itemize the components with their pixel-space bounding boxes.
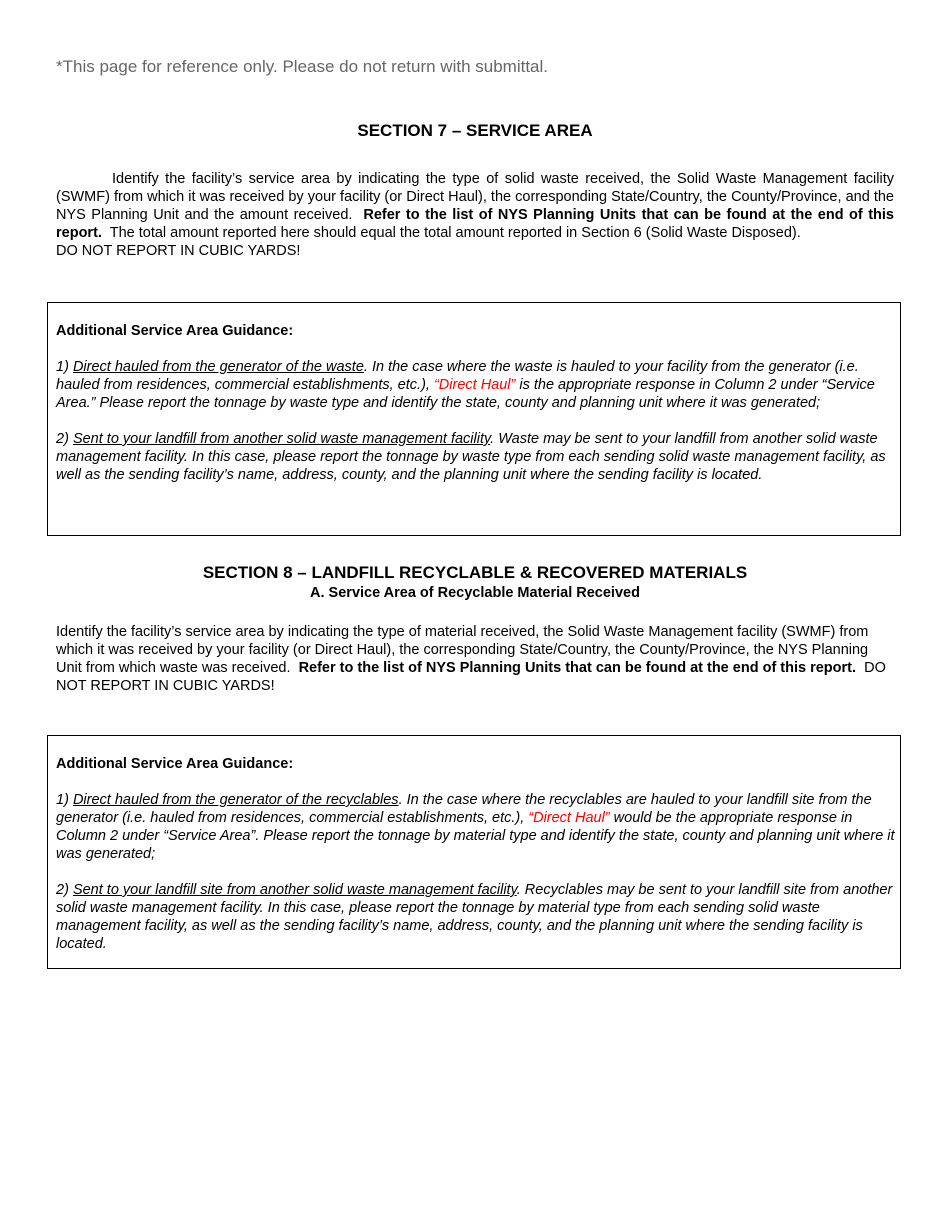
- section-8-text-part1: Identify the facility’s service area by indicating the type of material received, the Solid Waste Management facility (SWMF) from which it was received by your facility (or Direct Haul), the corresponding State/Country, the County/Province, the NYS Planning Unit from which waste was received.: [56, 624, 869, 676]
- guidance-item-underlined: Direct hauled from the generator of the recyclables: [72, 792, 399, 808]
- section-8-guidance-heading: Additional Service Area Guidance:: [56, 756, 294, 772]
- section-8-title: SECTION 8 – LANDFILL RECYCLABLE & RECOVERED MATERIALS: [202, 563, 748, 582]
- guidance-item-number: 2): [56, 882, 69, 898]
- guidance-item-text-b: is the appropriate response in Column 2 under “Service Area.” Please report the tonnage by waste type and identify the state, county and planning unit where it was generated;: [56, 377, 875, 411]
- guidance-item-number: 2): [56, 431, 69, 447]
- reference-note: *This page for reference only. Please do not return with submittal.: [56, 57, 548, 76]
- section-8-guidance-box: [47, 735, 901, 969]
- guidance-item-text-b: would be the appropriate response in Column 2 under “Service Area”. Please report the tonnage by material type and identify the state, county and planning unit where it was generated;: [56, 810, 895, 862]
- section-7-guidance-heading: Additional Service Area Guidance:: [56, 323, 294, 339]
- section-8-paragraph: [56, 623, 894, 695]
- section-7-paragraph: [56, 170, 894, 260]
- guidance-item-text-a: . In the case where the recyclables are hauled to your landfill site from the generator (i.e. hauled from residences, commercial establishments, etc.),: [56, 792, 872, 826]
- section-7-planning-units-note: Refer to the list of NYS Planning Units that can be found at the end of this report.: [56, 207, 894, 241]
- guidance-item-number: 1): [56, 792, 69, 808]
- section-7-no-cubic-yards: DO NOT REPORT IN CUBIC YARDS!: [56, 243, 301, 259]
- section-8-subtitle: A. Service Area of Recyclable Material Received: [310, 585, 640, 601]
- section-8-no-cubic-yards: DO NOT REPORT IN CUBIC YARDS!: [56, 660, 886, 694]
- section-7-guidance-item-1: [56, 358, 896, 412]
- section-7-title: SECTION 7 – SERVICE AREA: [357, 121, 593, 140]
- guidance-item-underlined: Direct hauled from the generator of the waste: [72, 359, 364, 375]
- section-8-guidance-item-1: [56, 791, 896, 863]
- guidance-item-number: 1): [56, 359, 69, 375]
- guidance-item-underlined: Sent to your landfill site from another solid waste management facility: [72, 882, 517, 898]
- guidance-item-text: . Recyclables may be sent to your landfill site from another solid waste management facility. In this case, please report the tonnage by material type from each sending solid waste management facility, as well as the sending facility’s name, address, county, and the planning unit where the sending facility is located.: [56, 882, 893, 952]
- guidance-item-text: . Waste may be sent to your landfill from another solid waste management facility. In this case, please report the tonnage by waste type from each sending solid waste management facility, as well as the sending facility’s name, address, county, and the planning unit where the sending facility is located.: [56, 431, 886, 483]
- guidance-item-underlined: Sent to your landfill from another solid waste management facility: [72, 431, 491, 447]
- direct-haul-highlight: “Direct Haul”: [433, 377, 516, 393]
- guidance-item-text-a: . In the case where the waste is hauled to your facility from the generator (i.e. hauled from residences, commercial establishments, etc.),: [56, 359, 859, 393]
- section-8-planning-units-note: Refer to the list of NYS Planning Units that can be found at the end of this report.: [298, 660, 857, 676]
- section-7-text-part2: The total amount reported here should equal the total amount reported in Section 6 (Solid Waste Disposed).: [109, 225, 801, 241]
- direct-haul-highlight: “Direct Haul”: [528, 810, 610, 826]
- section-7-text-part1: Identify the facility’s service area by indicating the type of solid waste received, the Solid Waste Management facility (SWMF) from which it was received by your facility (or Direct Haul), the corresponding State/Country, the County/Province, and the NYS Planning Unit and the amount received.: [56, 171, 894, 223]
- section-8-guidance-item-2: [56, 881, 896, 953]
- section-7-guidance-item-2: [56, 430, 896, 484]
- section-7-guidance-box: [47, 302, 901, 536]
